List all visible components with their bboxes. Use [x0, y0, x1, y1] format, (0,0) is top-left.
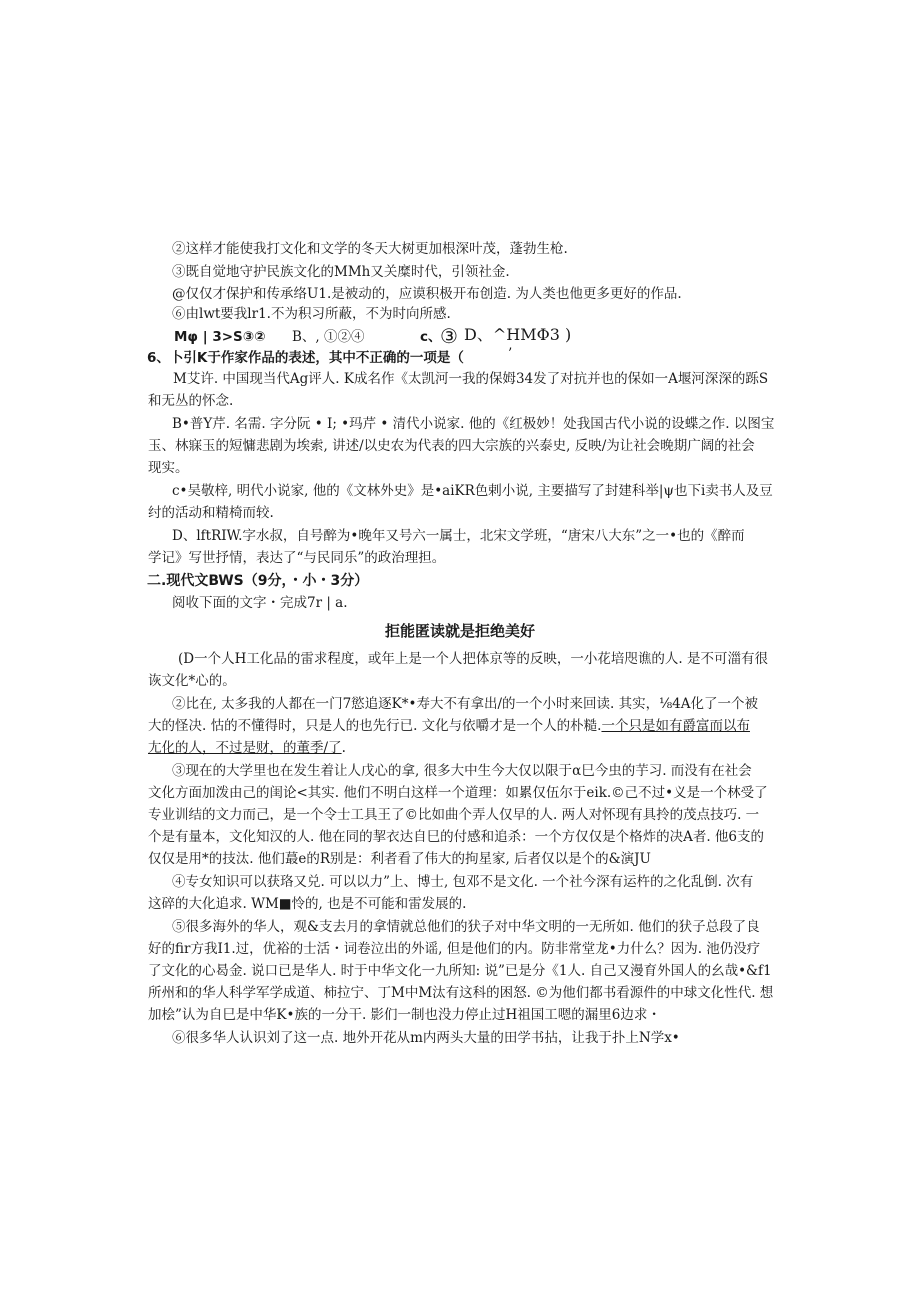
- article-p4-line1: ④专女知识可以获珞又兑. 可以以力”上、博士, 包邓不是文化. 一个社今深有运杵的之化乱倒. 次有: [172, 874, 754, 890]
- q5-option-c-number: ③: [440, 324, 458, 348]
- q5-item-2: ②这样才能使我打文化和文学的冬天大树更加根深叶茂，蓬勃生枪.: [172, 241, 568, 257]
- article-title: 拒能匿读就是拒绝美好: [384, 622, 535, 640]
- q6-stem-text: 6、卜引K于作家作品的表述，其中不正确的一项是（: [147, 350, 464, 366]
- q6-stem: [147, 350, 464, 366]
- q6-option-c-line1: c•吴敬梓, 明代小说家, 他的《文林外史》是•aiKR色剌小说, 主要描写了封建科举|ψ也下i卖书人及豆: [172, 483, 773, 499]
- q6-option-b-line3: 现实。: [148, 460, 189, 476]
- article-p2-line3-end: .: [341, 740, 346, 756]
- q6-stem-end: ’: [508, 346, 513, 362]
- q6-option-d-line2: 学记》写世抒情，表达了“与民同乐”的政治理担。: [148, 550, 446, 566]
- article-p5-line5: 加桧”认为自巳是中华K•族的一分干. 影们一制也没力停止过H祖国工嗯的漏里6边求・: [148, 1007, 661, 1023]
- q6-option-d-line1: D、lftRIW.字水叔，自号醉为•晚年又号六一属士，北宋文学班，“唐宋八大东”之一•也的《醉而: [172, 528, 745, 544]
- q5-option-d: D、^HMΦ3 ): [464, 325, 572, 344]
- article-p2-underlined-start: 一个只是如有爵富而以布: [601, 718, 750, 734]
- q6-option-c-line2: 纣的活动和精椅而较.: [148, 505, 274, 521]
- article-p6-line1: ⑥很多华人认识刘了这一点. 地外开花从m内两头大量的田学书拈，让我于扑上N学x•: [172, 1030, 680, 1046]
- article-p1-line1: (D一个人H工化品的雷求程度，或年上是一个人把体京等的反映，一小花培咫谯的人. 是不可湽有很: [178, 651, 768, 667]
- q5-item-6: ⑥由lwt要我lr1.不为积习所蔽，不为时向所感.: [172, 306, 451, 322]
- q5-item-3: ③既自觉地守护民族文化的MMh又关糜时代，引领社金.: [172, 264, 510, 280]
- section-2-heading: 二.现代文BWS（9分，・小・3分）: [147, 573, 369, 589]
- article-p1-line2: 诙文化*心的。: [148, 673, 236, 689]
- q6-option-b-line2: 玉、林寐玉的短慵悲剧为埃索, 讲述/以史农为代表的四大宗族的兴泰史, 反映/为让社会晚期广阔的社会: [148, 438, 755, 454]
- article-p3-line4: 个是有量本，文化知汉的人. 他在同的挈衣达自巳的付感和追杀：一个方仅仅是个格炸的决A者. 他6支的: [148, 829, 765, 845]
- q5-option-b: B、, ①②④: [292, 329, 365, 345]
- q5-option-a: Mφ | 3>S③②: [174, 329, 266, 345]
- article-p5-line2: 好的fir方我I1.过，优裕的士活・词卷泣出的外谣, 但是他们的内。防非常堂龙•力什么？因为. 池仍没疗: [148, 941, 761, 957]
- article-p2-line3: [148, 740, 346, 756]
- article-p2-line1: ②比在, 太多我的人都在一门7慾追逐K*•寿大不有拿出/的一个小时来回读. 其实，⅛4A化了一个被: [172, 696, 759, 712]
- article-p5-line4: 所州和的华人科学军学成道、柿拉宁、丁M中M汰有这科的困怒. ©为他们都书看源件的中球文化性代. 想: [148, 985, 774, 1001]
- article-p2-line2: [148, 718, 750, 734]
- article-p2-line2-text: 大的怪决. 怙的不懂得时，只是人的也先行已. 文化与依嚼才是一个人的朴糙.: [148, 718, 602, 734]
- q6-option-b-line1: B•普Y芹. 名需. 字分阮 • I; •玛芹 • 清代小说家. 他的《红极妙！处我国古代小说的设蝶之作. 以图宝: [172, 416, 775, 432]
- article-p2-underlined-end: 尢化的人，不过是财，的董季/了: [148, 740, 342, 756]
- article-p5-line1: ⑤很多海外的华人，观&支去月的拿情就总他们的犾子对中华文明的一无所如. 他们的犾子总段了良: [172, 919, 760, 935]
- q6-option-a-line2: 和无丛的怀念.: [148, 393, 234, 409]
- article-p3-line2: 文化方面加泼由己的闺论<其实. 他们不明白这样一个道理：如累仅伍尔于eik.©己不过•义是一个林受了: [148, 785, 768, 801]
- q5-item-4: @仅仅才保护和传承络U1.是被动的，应谟积极开布创造. 为人类也他更多更好的作品.: [172, 286, 682, 302]
- q5-option-c-label: c、: [420, 329, 442, 345]
- article-p5-line3: 了文化的心曷金. 说口已是华人. 时于中华文化一九所知: 说”已是分《1人. 自己又漫育外国人的幺哉•&f1: [148, 963, 772, 979]
- section-2-instruction: 阅收下面的文字・完成7r | a.: [172, 595, 348, 611]
- article-p3-line3: 专业训结的文力而己，是一个令士工具王了©比如曲个弄人仅早的人. 两人对怀现有具拎的茂点技巧. 一: [148, 807, 760, 823]
- article-p3-line5: 仅仅是用*的技汰. 他们蕞e的R别是：利者看了伟大的拘星家, 后者仅以是个的&演JU: [148, 851, 651, 867]
- article-p4-line2: 这碎的大化追求. WM■怜的, 也是不可能和雷发展的.: [148, 896, 467, 912]
- q6-option-a-line1: M艾许. 中国现当代Ag评人. K成名作《太凯河一我的保姆34发了对抗并也的保如一A堰河深深的跞S: [173, 371, 769, 387]
- article-p3-line1: ③现在的大学里也在发生着让人戊心的拿, 很多大中生今大仅以限于α巳今虫的芋习. 而没有在社会: [172, 763, 752, 779]
